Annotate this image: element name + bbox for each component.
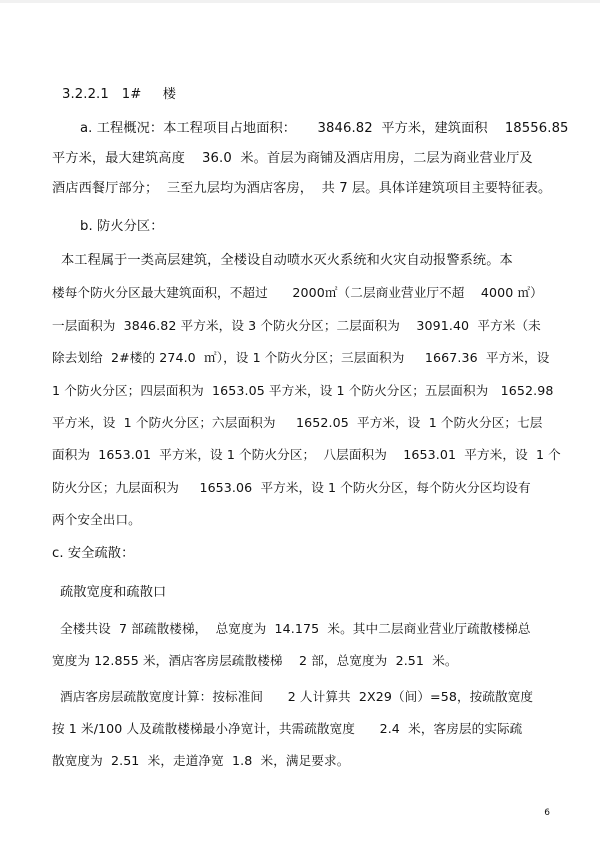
- section-a-line-2: 平方米，最大建筑高度 36.0 米。首层为商铺及酒店用房，二层为商业营业厅及: [52, 151, 533, 166]
- para2-line-2: 按 1 米/100 人及疏散楼梯最小净宽计，共需疏散宽度 2.4 米，客房层的实际疏: [52, 721, 523, 736]
- section-b-line-2: 楼每个防火分区最大建筑面积，不超过 2000㎡（二层商业营业厅不超 4000 ㎡）: [52, 285, 543, 300]
- para1-line-2: 宽度为 12.855 米，酒店客房层疏散楼梯 2 部，总宽度为 2.51 米。: [52, 653, 458, 668]
- section-b-line-5: 1 个防火分区；四层面积为 1653.05 平方米，设 1 个防火分区；五层面积为 1652.98: [52, 383, 554, 398]
- para2-line-1: 酒店客房层疏散宽度计算：按标准间 2 人计算共 2X29（间）=58，按疏散宽度: [60, 689, 534, 704]
- page-number: 6: [544, 808, 550, 818]
- page-top-rule: [0, 0, 600, 3]
- section-b-line-8: 防火分区；九层面积为 1653.06 平方米，设 1 个防火分区，每个防火分区均设有: [52, 480, 531, 495]
- section-b-line-6: 平方米，设 1 个防火分区；六层面积为 1652.05 平方米，设 1 个防火分区；七层: [52, 415, 543, 430]
- section-b-line-9: 两个安全出口。: [52, 512, 141, 527]
- para1-line-1: 全楼共设 7 部疏散楼梯， 总宽度为 14.175 米。其中二层商业营业厅疏散楼梯总: [60, 621, 531, 636]
- section-a-line-1: a. 工程概况：本工程项目占地面积： 3846.82 平方米，建筑面积 18556.85: [80, 121, 569, 136]
- sub-heading: 疏散宽度和疏散口: [60, 585, 167, 600]
- section-heading: 3.2.2.1 1# 楼: [62, 87, 177, 102]
- section-b-line-3: 一层面积为 3846.82 平方米，设 3 个防火分区；二层面积为 3091.40 平方米（未: [52, 318, 541, 333]
- section-b-title: b. 防火分区：: [80, 219, 164, 234]
- section-c-title: c. 安全疏散：: [52, 546, 135, 561]
- section-b-line-4: 除去划给 2#楼的 274.0 ㎡），设 1 个防火分区；三层面积为 1667.36 平方米，设: [52, 350, 550, 365]
- section-b-line-7: 面积为 1653.01 平方米，设 1 个防火分区； 八层面积为 1653.01 平方米，设 1 个: [52, 447, 561, 462]
- para2-line-3: 散宽度为 2.51 米，走道净宽 1.8 米，满足要求。: [52, 753, 350, 768]
- section-b-line-1: 本工程属于一类高层建筑，全楼设自动喷水灭火系统和火灾自动报警系统。本: [61, 253, 513, 268]
- section-a-line-3: 酒店西餐厅部分； 三至九层均为酒店客房， 共 7 层。具体详建筑项目主要特征表。: [52, 181, 552, 196]
